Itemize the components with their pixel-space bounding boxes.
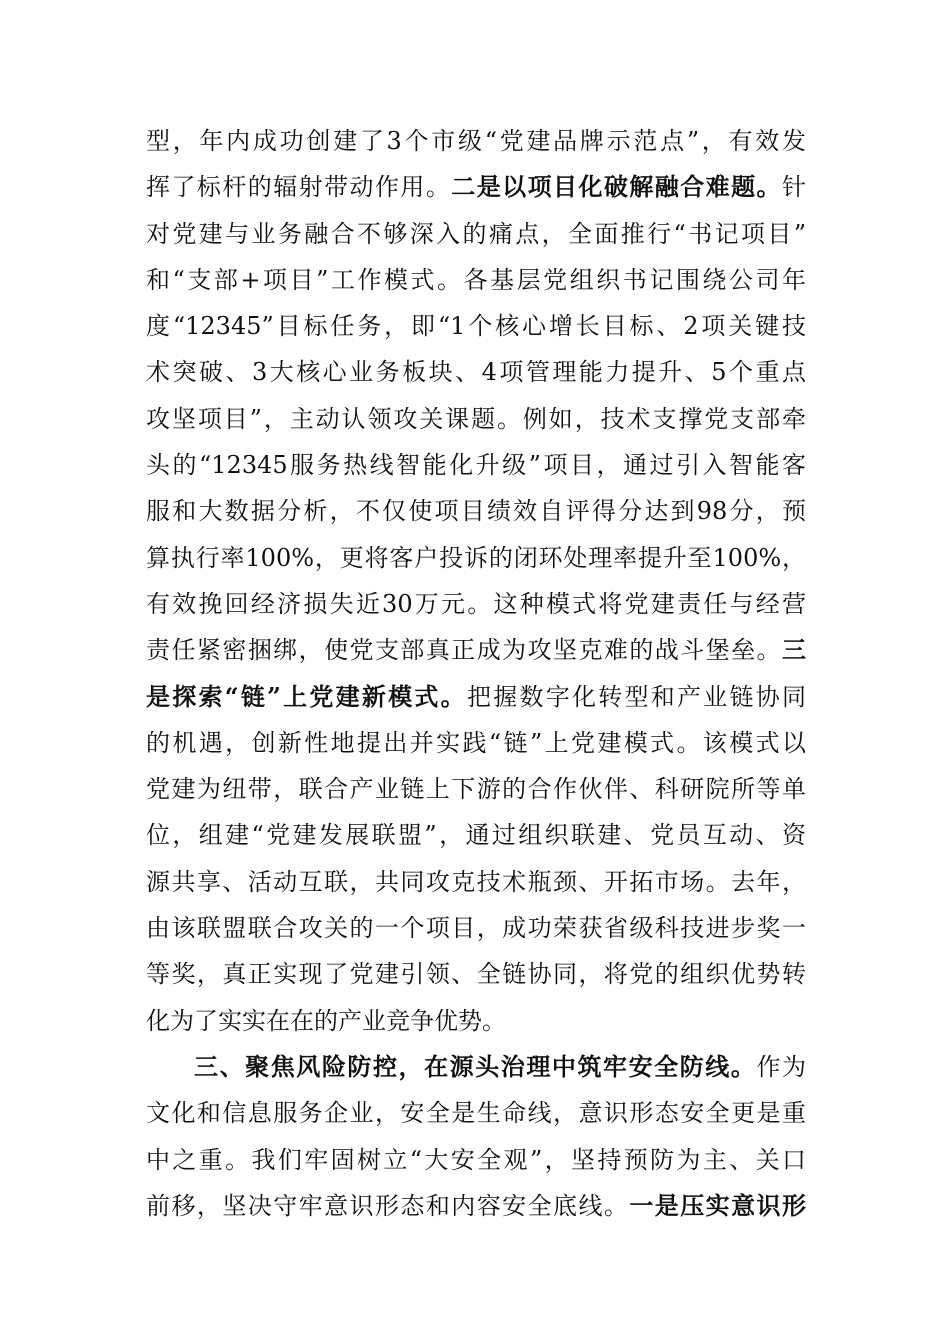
bold-text-segment: 是探索“链”上党建新模式。	[146, 681, 467, 711]
text-line	[146, 1183, 806, 1229]
text-line	[146, 211, 806, 257]
text-segment: 源共享、活动互联，共同攻克技术瓶颈、开拓市场。去年，	[146, 867, 806, 896]
text-segment: 算执行率100%，更将客户投诉的闭环处理率提升至100%，	[146, 543, 806, 572]
text-segment: 头的“12345服务热线智能化升级”项目，通过引入智能客	[146, 451, 806, 480]
text-line	[146, 812, 806, 858]
text-segment: 术突破、3大核心业务板块、4项管理能力提升、5个重点	[146, 358, 806, 387]
text-line	[146, 396, 806, 442]
text-line	[146, 859, 806, 905]
text-segment: 文化和信息服务企业，安全是生命线，意识形态安全更是重	[146, 1099, 806, 1128]
text-segment: 对党建与业务融合不够深入的痛点，全面推行“书记项目”	[146, 219, 806, 248]
text-segment: 由该联盟联合攻关的一个项目，成功荣获省级科技进步奖一	[146, 914, 806, 943]
text-segment: 度“12345”目标任务，即“1个核心增长目标、2项关键技	[146, 312, 806, 341]
text-segment: 针	[782, 173, 807, 202]
paragraph-heading-line	[146, 1044, 806, 1090]
text-segment: 作为	[756, 1052, 807, 1081]
text-line	[146, 905, 806, 951]
text-segment: 有效挽回经济损失近30万元。这种模式将党建责任与经营	[146, 589, 806, 618]
text-line	[146, 442, 806, 488]
text-line	[146, 581, 806, 627]
text-line	[146, 488, 806, 534]
text-segment: 等奖，真正实现了党建引领、全链协同，将党的组织优势转	[146, 960, 806, 989]
text-line	[146, 257, 806, 303]
text-segment: 中之重。我们牢固树立“大安全观”，坚持预防为主、关口	[146, 1145, 806, 1174]
text-segment: 把握数字化转型和产业链协同	[466, 682, 807, 711]
text-segment: 党建为纽带，联合产业链上下游的合作伙伴、科研院所等单	[146, 775, 806, 804]
text-segment: 和“支部+项目”工作模式。各基层党组织书记围绕公司年	[146, 265, 806, 294]
text-line	[146, 303, 806, 349]
text-line	[146, 1090, 806, 1136]
text-line	[146, 766, 806, 812]
text-line	[146, 118, 806, 164]
text-line	[146, 627, 806, 673]
text-segment: 责任紧密捆绑，使党支部真正成为攻坚克难的战斗堡垒。	[146, 636, 782, 665]
text-line	[146, 164, 806, 210]
text-segment: 化为了实实在在的产业竞争优势。	[146, 1006, 506, 1035]
text-line	[146, 349, 806, 395]
bold-text-segment: 一是压实意识形	[629, 1190, 806, 1220]
text-segment: 服和大数据分析，不仅使项目绩效自评得分达到98分，预	[146, 497, 806, 526]
bold-text-segment: 三、聚焦风险防控，在源头治理中筑牢安全防线。	[194, 1051, 757, 1081]
bold-text-segment: 二是以项目化破解融合难题。	[451, 172, 783, 202]
text-line	[146, 535, 806, 581]
text-line	[146, 674, 806, 720]
text-line	[146, 951, 806, 997]
text-segment: 挥了标杆的辐射带动作用。	[146, 173, 452, 202]
text-segment: 的机遇，创新性地提出并实践“链”上党建模式。该模式以	[146, 728, 806, 757]
text-segment: 位，组建“党建发展联盟”，通过组织联建、党员互动、资	[146, 821, 806, 850]
text-segment: 攻坚项目”，主动认领攻关课题。例如，技术支撑党支部牵	[146, 404, 806, 433]
text-line	[146, 998, 806, 1044]
bold-text-segment: 三	[782, 635, 806, 665]
text-segment: 前移，坚决守牢意识形态和内容安全底线。	[146, 1191, 630, 1220]
text-line	[146, 1137, 806, 1183]
text-line	[146, 720, 806, 766]
body-text	[146, 118, 806, 1229]
text-segment: 型，年内成功创建了3个市级“党建品牌示范点”，有效发	[146, 127, 806, 155]
